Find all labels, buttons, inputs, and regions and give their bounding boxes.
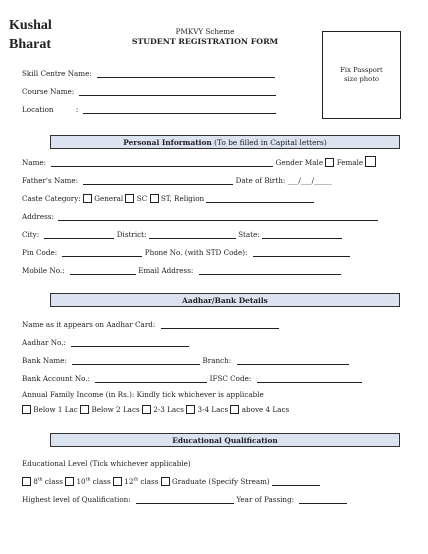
female-checkbox[interactable]: [365, 156, 376, 167]
income-options-row: [22, 405, 289, 414]
personal-info-title: Personal Information: [123, 138, 212, 147]
income-above-4-label: above 4 Lacs: [241, 405, 290, 414]
sc-label: SC: [136, 194, 148, 203]
skill-centre-label: Skill Centre Name:: [22, 69, 92, 78]
income-below-2-label: Below 2 Lacs: [91, 405, 140, 414]
gender-label: Gender: [275, 158, 303, 167]
class-12-checkbox[interactable]: [113, 477, 122, 486]
aadhar-bank-header: [50, 293, 400, 307]
income-label: Annual Family Income (in Rs.): Kindly tick whichever is applicable: [22, 390, 264, 399]
personal-info-note: (To be filled in Capital letters): [214, 138, 327, 147]
district-field[interactable]: [149, 229, 236, 239]
pin-row: [22, 247, 350, 257]
father-field[interactable]: [83, 175, 233, 185]
education-options-row: [22, 476, 320, 486]
location-field[interactable]: [83, 104, 276, 114]
course-field[interactable]: [79, 86, 276, 96]
aadhar-name-field[interactable]: [161, 319, 279, 329]
highest-field[interactable]: [136, 494, 234, 504]
st-checkbox[interactable]: [150, 194, 159, 203]
city-field[interactable]: [44, 229, 114, 239]
graduate-stream-field[interactable]: [272, 476, 320, 486]
name-field[interactable]: [51, 157, 273, 167]
father-label: Father's Name:: [22, 176, 79, 185]
state-label: State:: [238, 230, 260, 239]
skill-centre-row: [22, 68, 275, 78]
location-row: [22, 104, 276, 114]
aadhar-bank-title: Aadhar/Bank Details: [182, 296, 268, 305]
photo-line2: size photo: [343, 75, 380, 83]
education-level-label: Educational Level (Tick whichever applicable): [22, 459, 191, 468]
bank-name-row: [22, 355, 349, 365]
income-3-4-label: 3-4 Lacs: [197, 405, 229, 414]
account-label: Bank Account No.:: [22, 374, 91, 383]
graduate-checkbox[interactable]: [161, 477, 170, 486]
income-below-2-checkbox[interactable]: [80, 405, 89, 414]
aadhar-no-label: Aadhar No.:: [22, 338, 66, 347]
male-label: Male: [304, 158, 324, 167]
course-row: [22, 86, 276, 96]
mobile-row: [22, 265, 341, 275]
city-row: [22, 229, 342, 239]
scheme-label: PMKVY Scheme: [175, 27, 235, 36]
income-below-1-label: Below 1 Lac: [33, 405, 78, 414]
general-label: General: [94, 194, 124, 203]
photo-line1: Fix Passport: [340, 66, 383, 74]
location-colon: :: [75, 105, 79, 114]
address-row: [22, 211, 378, 221]
income-above-4-checkbox[interactable]: [230, 405, 239, 414]
address-label: Address:: [22, 212, 54, 221]
phone-field[interactable]: [253, 247, 350, 257]
passing-label: Year of Passing:: [236, 495, 295, 504]
aadhar-no-field[interactable]: [71, 337, 189, 347]
branch-label: Branch:: [202, 356, 232, 365]
bank-name-label: Bank Name:: [22, 356, 67, 365]
phone-label: Phone No. (with STD Code):: [144, 248, 248, 257]
ifsc-label: IFSC Code:: [209, 374, 252, 383]
income-below-1-checkbox[interactable]: [22, 405, 31, 414]
dob-label: Date of Birth:: [235, 176, 286, 185]
class-10-checkbox[interactable]: [65, 477, 74, 486]
mobile-field[interactable]: [70, 265, 136, 275]
education-title: Educational Qualification: [172, 436, 278, 445]
dob-format: ___/___/_____: [287, 176, 332, 185]
income-2-3-label: 2-3 Lacs: [153, 405, 184, 414]
class-8-label: 8th class: [33, 477, 63, 486]
religion-field[interactable]: [206, 193, 314, 203]
brand-line1: Kushal: [9, 18, 52, 33]
caste-row: [22, 193, 314, 203]
sc-checkbox[interactable]: [125, 194, 134, 203]
pin-field[interactable]: [62, 247, 142, 257]
caste-label: Caste Category:: [22, 194, 81, 203]
education-header: [50, 433, 400, 447]
general-checkbox[interactable]: [83, 194, 92, 203]
account-row: [22, 373, 362, 383]
skill-centre-field[interactable]: [97, 68, 275, 78]
aadhar-name-row: [22, 319, 279, 329]
aadhar-no-row: [22, 337, 189, 347]
ifsc-field[interactable]: [257, 373, 362, 383]
female-label: Female: [336, 158, 364, 167]
personal-info-header: [50, 135, 400, 149]
email-label: Email Address:: [138, 266, 194, 275]
st-religion-label: ST, Religion: [160, 194, 205, 203]
income-2-3-checkbox[interactable]: [142, 405, 151, 414]
name-row: [22, 156, 376, 167]
pin-label: Pin Code:: [22, 248, 58, 257]
name-label: Name:: [22, 158, 47, 167]
highest-row: [22, 494, 347, 504]
highest-label: Highest level of Qualification:: [22, 495, 131, 504]
email-field[interactable]: [199, 265, 341, 275]
brand-name: [9, 16, 52, 54]
mobile-label: Mobile No.:: [22, 266, 65, 275]
income-3-4-checkbox[interactable]: [186, 405, 195, 414]
class-8-checkbox[interactable]: [22, 477, 31, 486]
passport-photo-box[interactable]: [322, 31, 401, 119]
aadhar-name-label: Name as it appears on Aadhar Card:: [22, 320, 156, 329]
class-12-label: 12th class: [124, 477, 159, 486]
state-field[interactable]: [262, 229, 342, 239]
class-10-label: 10th class: [76, 477, 111, 486]
account-field[interactable]: [95, 373, 207, 383]
graduate-label: Graduate (Specify Stream): [172, 477, 270, 486]
bank-name-field[interactable]: [72, 355, 200, 365]
district-label: District:: [116, 230, 147, 239]
passing-field[interactable]: [299, 494, 347, 504]
course-label: Course Name:: [22, 87, 75, 96]
father-row: [22, 175, 332, 185]
form-title: STUDENT REGISTRATION FORM: [131, 37, 279, 46]
brand-line2: Bharat: [9, 37, 51, 52]
location-label: Location: [22, 105, 54, 114]
address-field[interactable]: [58, 211, 378, 221]
male-checkbox[interactable]: [325, 158, 334, 167]
branch-field[interactable]: [237, 355, 349, 365]
city-label: City:: [22, 230, 40, 239]
